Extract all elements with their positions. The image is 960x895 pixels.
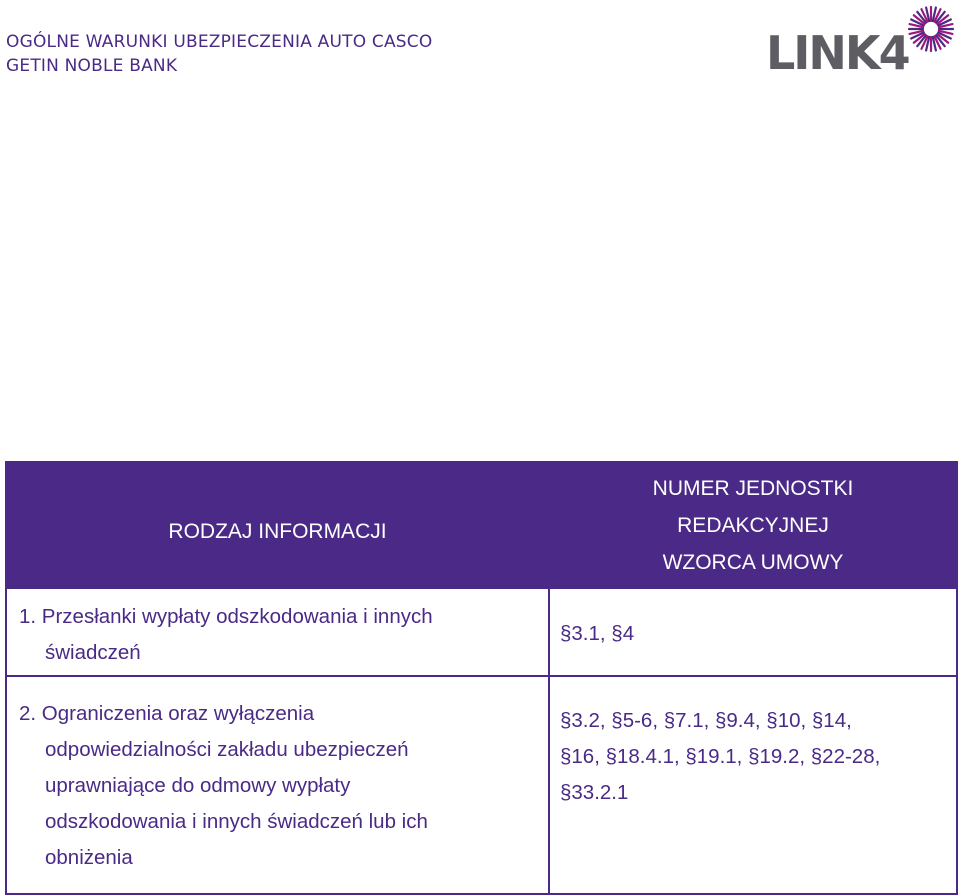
table-row: [6, 676, 957, 894]
info-text-line: odszkodowania i innych świadczeń lub ich: [45, 810, 428, 833]
document-header: [6, 30, 432, 78]
info-text-line: uprawniające do odmowy wypłaty: [45, 774, 351, 797]
document-subtitle: GETIN NOBLE BANK: [6, 56, 178, 76]
info-type-cell: [6, 676, 549, 894]
unit-reference-line: §33.2.1: [560, 781, 629, 804]
header-unit-line-1: NUMER JEDNOSTKI: [652, 477, 854, 500]
info-text-line: 2. Ograniczenia oraz wyłączenia: [19, 702, 315, 725]
unit-reference-line: §16, §18.4.1, §19.1, §19.2, §22-28,: [560, 745, 881, 768]
info-text-line: 1. Przesłanki wypłaty odszkodowania i innych: [19, 605, 433, 628]
unit-number-cell: [549, 588, 957, 676]
link4-logo: [766, 4, 956, 80]
info-text-line: świadczeń: [45, 641, 141, 664]
header-cell-info-type: [6, 462, 549, 588]
logo-burst-icon: [906, 4, 956, 54]
header-unit-line-2: REDAKCYJNEJ: [677, 514, 829, 537]
unit-reference-line: §3.1, §4: [560, 622, 635, 645]
header-cell-unit-number: [549, 462, 957, 588]
header-unit-line-3: WZORCA UMOWY: [662, 551, 844, 574]
document-title: OGÓLNE WARUNKI UBEZPIECZENIA AUTO CASCO: [6, 32, 433, 52]
logo-text: LINK4: [766, 26, 909, 80]
unit-number-cell: [549, 676, 957, 894]
header-info-type-label: RODZAJ INFORMACJI: [168, 520, 387, 543]
information-table: [5, 461, 958, 895]
table-header-row: [6, 462, 957, 588]
table-row: [6, 588, 957, 676]
info-type-cell: [6, 588, 549, 676]
info-text-line: odpowiedzialności zakładu ubezpieczeń: [45, 738, 409, 761]
unit-reference-line: §3.2, §5-6, §7.1, §9.4, §10, §14,: [560, 709, 852, 732]
info-text-line: obniżenia: [45, 846, 133, 869]
